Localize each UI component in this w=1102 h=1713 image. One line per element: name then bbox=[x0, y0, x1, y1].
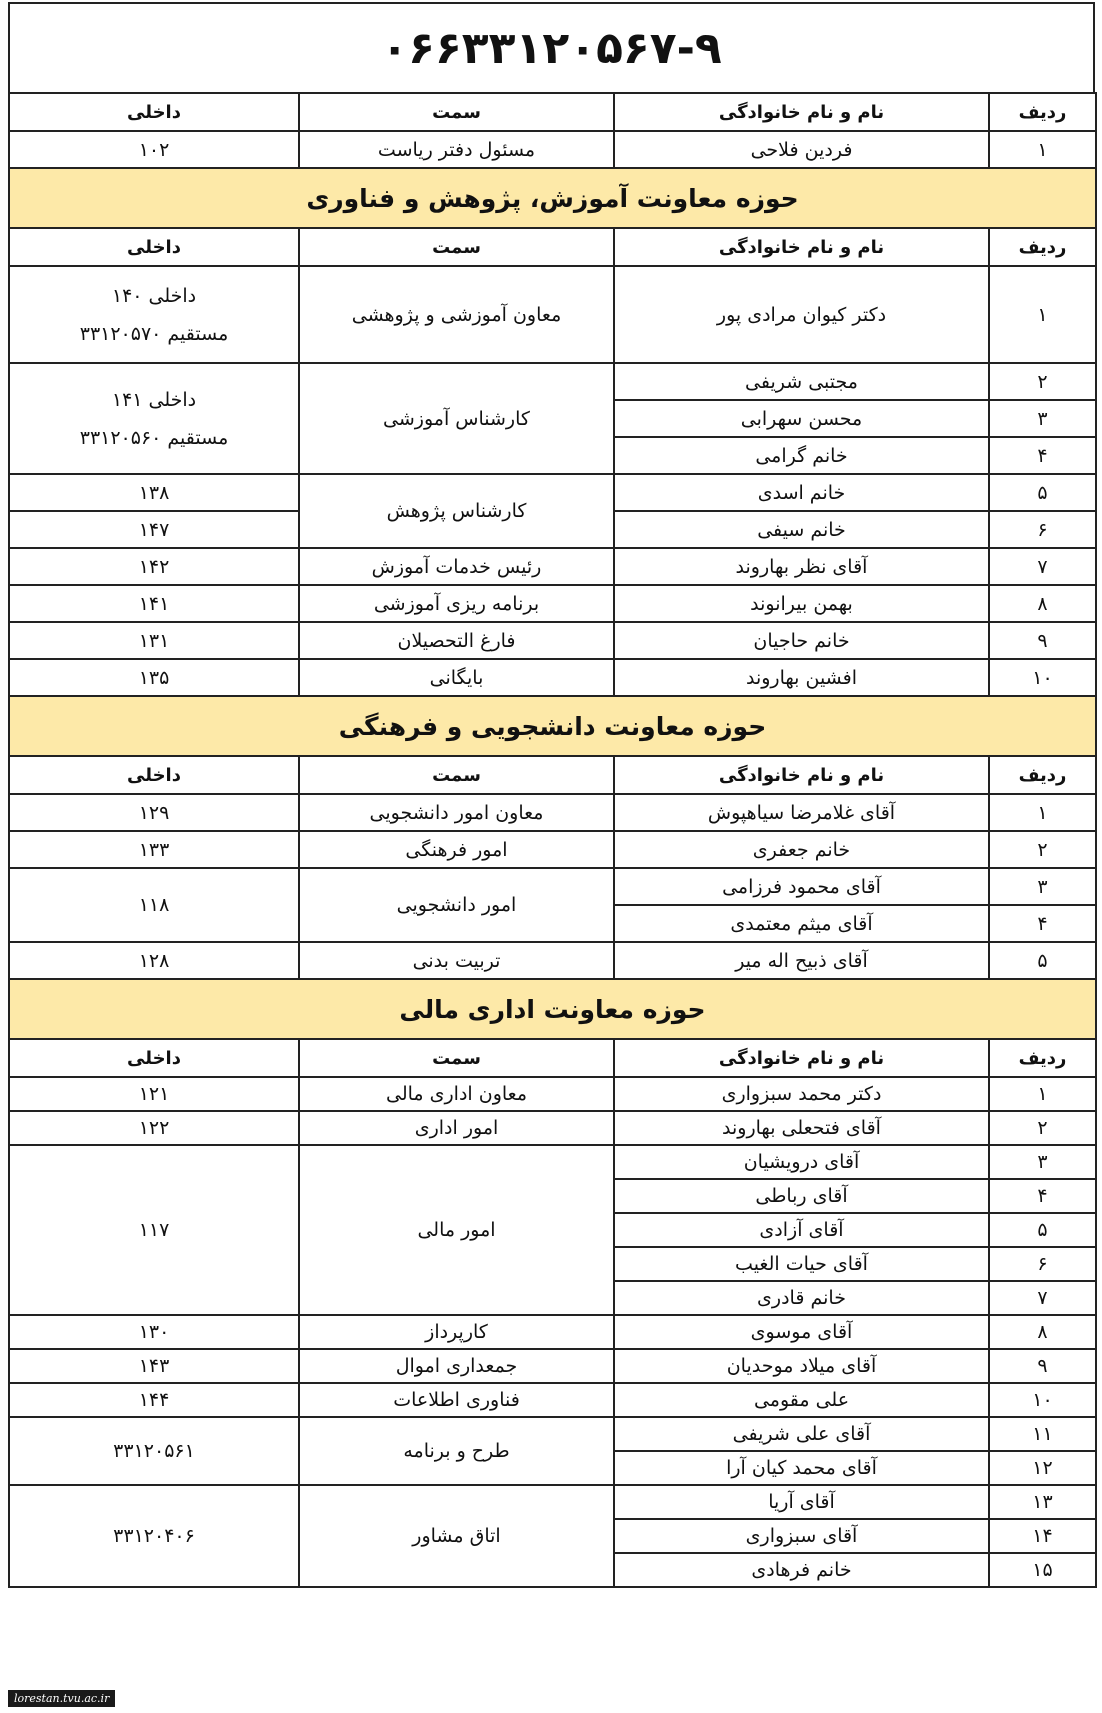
person-name: آقای علی شریفی bbox=[614, 1417, 989, 1451]
person-name: مجتبی شریفی bbox=[614, 363, 989, 400]
section-title: حوزه معاونت آموزش، پژوهش و فناوری bbox=[9, 168, 1096, 228]
position: کارشناس آموزشی bbox=[299, 363, 614, 474]
table-row bbox=[9, 1417, 1096, 1451]
person-name: فردین فلاحی bbox=[614, 131, 989, 168]
table-row bbox=[9, 1145, 1096, 1179]
extension: ۱۰۲ bbox=[9, 131, 299, 168]
person-name: خانم جعفری bbox=[614, 831, 989, 868]
col-radif: ردیف bbox=[989, 228, 1096, 266]
section-title-row bbox=[9, 979, 1096, 1039]
extension: ۱۴۳ bbox=[9, 1349, 299, 1383]
col-name: نام و نام خانوادگی bbox=[614, 756, 989, 794]
position: برنامه ریزی آموزشی bbox=[299, 585, 614, 622]
table-row bbox=[9, 363, 1096, 400]
extension: ۱۲۹ bbox=[9, 794, 299, 831]
person-name: آقای میثم معتمدی bbox=[614, 905, 989, 942]
directory-page bbox=[8, 2, 1095, 1588]
position: بایگانی bbox=[299, 659, 614, 696]
table-row bbox=[9, 548, 1096, 585]
row-number: ۹ bbox=[989, 622, 1096, 659]
table-row bbox=[9, 1485, 1096, 1519]
person-name: خانم گرامی bbox=[614, 437, 989, 474]
person-name: خانم اسدی bbox=[614, 474, 989, 511]
column-header-row bbox=[9, 228, 1096, 266]
person-name: آقای غلامرضا سیاهپوش bbox=[614, 794, 989, 831]
head-office-table bbox=[8, 92, 1097, 1588]
person-name: آقای میلاد موحدیان bbox=[614, 1349, 989, 1383]
table-row bbox=[9, 585, 1096, 622]
col-radif: ردیف bbox=[989, 93, 1096, 131]
col-ext: داخلی bbox=[9, 1039, 299, 1077]
table-row bbox=[9, 1315, 1096, 1349]
table-row bbox=[9, 1383, 1096, 1417]
row-number: ۳ bbox=[989, 1145, 1096, 1179]
row-number: ۸ bbox=[989, 585, 1096, 622]
person-name: دکتر محمد سبزواری bbox=[614, 1077, 989, 1111]
row-number: ۲ bbox=[989, 1111, 1096, 1145]
extension-internal: داخلی ۱۴۱ bbox=[111, 388, 197, 411]
person-name: آقای نظر بهاروند bbox=[614, 548, 989, 585]
row-number: ۲ bbox=[989, 831, 1096, 868]
row-number: ۶ bbox=[989, 1247, 1096, 1281]
row-number: ۴ bbox=[989, 905, 1096, 942]
position: امور مالی bbox=[299, 1145, 614, 1315]
extension bbox=[9, 363, 299, 474]
extension: ۱۳۵ bbox=[9, 659, 299, 696]
position: اتاق مشاور bbox=[299, 1485, 614, 1587]
table-row bbox=[9, 1077, 1096, 1111]
row-number: ۴ bbox=[989, 1179, 1096, 1213]
extension: ۱۲۸ bbox=[9, 942, 299, 979]
person-name: آقای محمد کیان آرا bbox=[614, 1451, 989, 1485]
row-number: ۹ bbox=[989, 1349, 1096, 1383]
row-number: ۳ bbox=[989, 868, 1096, 905]
col-post: سمت bbox=[299, 228, 614, 266]
col-radif: ردیف bbox=[989, 756, 1096, 794]
extension: ۱۴۴ bbox=[9, 1383, 299, 1417]
person-name: دکتر کیوان مرادی پور bbox=[614, 266, 989, 363]
extension bbox=[9, 266, 299, 363]
person-name: بهمن بیرانوند bbox=[614, 585, 989, 622]
site-watermark: lorestan.tvu.ac.ir bbox=[8, 1690, 115, 1707]
person-name: آقای فتحعلی بهاروند bbox=[614, 1111, 989, 1145]
col-ext: داخلی bbox=[9, 756, 299, 794]
row-number: ۶ bbox=[989, 511, 1096, 548]
position: جمعداری اموال bbox=[299, 1349, 614, 1383]
position: تربیت بدنی bbox=[299, 942, 614, 979]
section-title: حوزه معاونت اداری مالی bbox=[9, 979, 1096, 1039]
column-header-row bbox=[9, 93, 1096, 131]
row-number: ۱۴ bbox=[989, 1519, 1096, 1553]
person-name: آقای موسوی bbox=[614, 1315, 989, 1349]
row-number: ۳ bbox=[989, 400, 1096, 437]
person-name: آقای درویشیان bbox=[614, 1145, 989, 1179]
position: امور دانشجویی bbox=[299, 868, 614, 942]
person-name: آقای محمود فرزامی bbox=[614, 868, 989, 905]
row-number: ۱ bbox=[989, 794, 1096, 831]
position: معاون اداری مالی bbox=[299, 1077, 614, 1111]
col-radif: ردیف bbox=[989, 1039, 1096, 1077]
row-number: ۱۰ bbox=[989, 1383, 1096, 1417]
extension-direct: مستقیم ۳۳۱۲۰۵۷۰ bbox=[79, 322, 229, 345]
position: امور فرهنگی bbox=[299, 831, 614, 868]
extension: ۳۳۱۲۰۵۶۱ bbox=[9, 1417, 299, 1485]
person-name: آقای سبزواری bbox=[614, 1519, 989, 1553]
position: طرح و برنامه bbox=[299, 1417, 614, 1485]
extension: ۱۳۸ bbox=[9, 474, 299, 511]
row-number: ۷ bbox=[989, 1281, 1096, 1315]
row-number: ۱ bbox=[989, 266, 1096, 363]
row-number: ۱ bbox=[989, 1077, 1096, 1111]
extension: ۳۳۱۲۰۴۰۶ bbox=[9, 1485, 299, 1587]
row-number: ۷ bbox=[989, 548, 1096, 585]
person-name: خانم قادری bbox=[614, 1281, 989, 1315]
person-name: خانم حاجیان bbox=[614, 622, 989, 659]
person-name: خانم فرهادی bbox=[614, 1553, 989, 1587]
col-name: نام و نام خانوادگی bbox=[614, 93, 989, 131]
phone-number: ۰۶۶۳۳۱۲۰۵۶۷-۹ bbox=[381, 22, 722, 74]
row-number: ۱۵ bbox=[989, 1553, 1096, 1587]
position: معاون امور دانشجویی bbox=[299, 794, 614, 831]
phone-header bbox=[8, 2, 1095, 92]
col-name: نام و نام خانوادگی bbox=[614, 228, 989, 266]
table-row bbox=[9, 131, 1096, 168]
table-row bbox=[9, 831, 1096, 868]
section-title: حوزه معاونت دانشجویی و فرهنگی bbox=[9, 696, 1096, 756]
position: کارپرداز bbox=[299, 1315, 614, 1349]
col-ext: داخلی bbox=[9, 93, 299, 131]
table-row bbox=[9, 659, 1096, 696]
extension-direct: مستقیم ۳۳۱۲۰۵۶۰ bbox=[79, 426, 229, 449]
position: امور اداری bbox=[299, 1111, 614, 1145]
table-row bbox=[9, 474, 1096, 511]
col-post: سمت bbox=[299, 756, 614, 794]
col-post: سمت bbox=[299, 1039, 614, 1077]
section-title-row bbox=[9, 168, 1096, 228]
extension: ۱۳۰ bbox=[9, 1315, 299, 1349]
row-number: ۸ bbox=[989, 1315, 1096, 1349]
position: مسئول دفتر ریاست bbox=[299, 131, 614, 168]
position: کارشناس پژوهش bbox=[299, 474, 614, 548]
person-name: علی مقومی bbox=[614, 1383, 989, 1417]
table-row bbox=[9, 868, 1096, 905]
extension: ۱۴۲ bbox=[9, 548, 299, 585]
extension: ۱۳۳ bbox=[9, 831, 299, 868]
row-number: ۴ bbox=[989, 437, 1096, 474]
extension: ۱۴۱ bbox=[9, 585, 299, 622]
table-row bbox=[9, 1111, 1096, 1145]
extension: ۱۱۷ bbox=[9, 1145, 299, 1315]
row-number: ۱۲ bbox=[989, 1451, 1096, 1485]
person-name: افشین بهاروند bbox=[614, 659, 989, 696]
row-number: ۵ bbox=[989, 474, 1096, 511]
table-row bbox=[9, 942, 1096, 979]
person-name: آقای ذبیح اله میر bbox=[614, 942, 989, 979]
extension: ۱۳۱ bbox=[9, 622, 299, 659]
person-name: آقای رباطی bbox=[614, 1179, 989, 1213]
table-row bbox=[9, 794, 1096, 831]
extension-internal: داخلی ۱۴۰ bbox=[111, 284, 197, 307]
col-post: سمت bbox=[299, 93, 614, 131]
extension: ۱۲۲ bbox=[9, 1111, 299, 1145]
col-ext: داخلی bbox=[9, 228, 299, 266]
table-row bbox=[9, 622, 1096, 659]
section-title-row bbox=[9, 696, 1096, 756]
row-number: ۵ bbox=[989, 942, 1096, 979]
row-number: ۱۳ bbox=[989, 1485, 1096, 1519]
row-number: ۱۱ bbox=[989, 1417, 1096, 1451]
position: فارغ التحصیلان bbox=[299, 622, 614, 659]
person-name: آقای حیات الغیب bbox=[614, 1247, 989, 1281]
row-number: ۲ bbox=[989, 363, 1096, 400]
table-row bbox=[9, 266, 1096, 363]
row-number: ۱۰ bbox=[989, 659, 1096, 696]
extension: ۱۱۸ bbox=[9, 868, 299, 942]
position: فناوری اطلاعات bbox=[299, 1383, 614, 1417]
column-header-row bbox=[9, 756, 1096, 794]
row-number: ۱ bbox=[989, 131, 1096, 168]
person-name: محسن سهرابی bbox=[614, 400, 989, 437]
person-name: آقای آریا bbox=[614, 1485, 989, 1519]
row-number: ۵ bbox=[989, 1213, 1096, 1247]
table-row bbox=[9, 1349, 1096, 1383]
position: رئیس خدمات آموزش bbox=[299, 548, 614, 585]
position: معاون آموزشی و پژوهشی bbox=[299, 266, 614, 363]
person-name: آقای آزادی bbox=[614, 1213, 989, 1247]
extension: ۱۲۱ bbox=[9, 1077, 299, 1111]
col-name: نام و نام خانوادگی bbox=[614, 1039, 989, 1077]
column-header-row bbox=[9, 1039, 1096, 1077]
extension: ۱۴۷ bbox=[9, 511, 299, 548]
person-name: خانم سیفی bbox=[614, 511, 989, 548]
